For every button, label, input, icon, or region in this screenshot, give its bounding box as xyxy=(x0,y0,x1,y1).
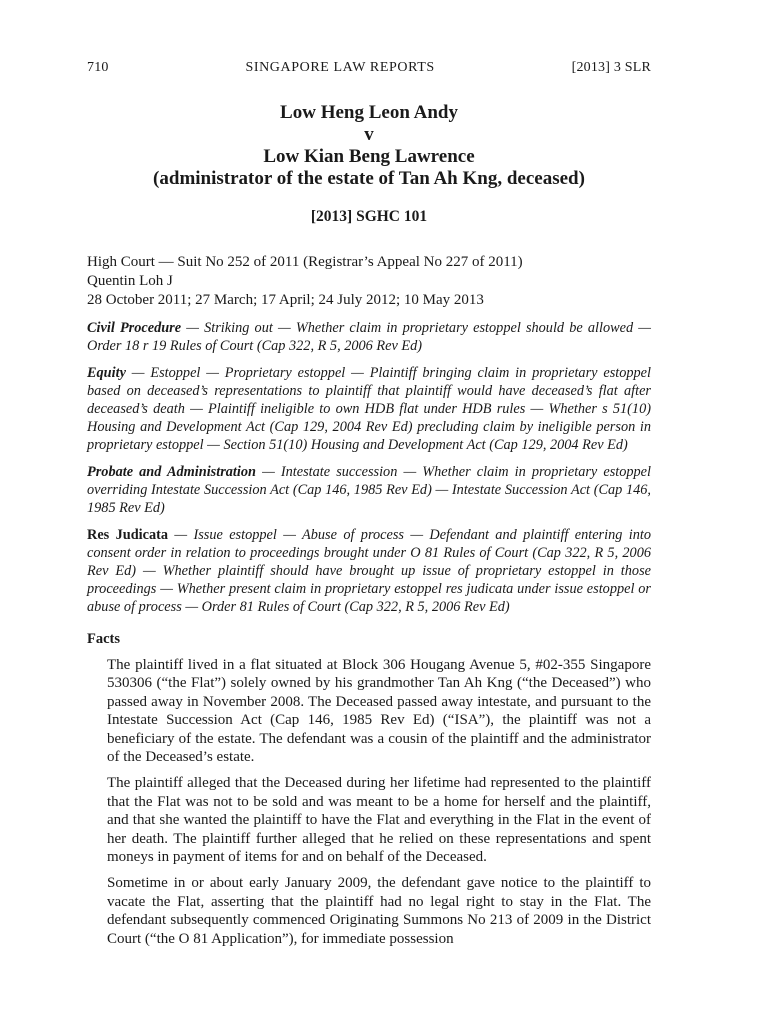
defendant-name: Low Kian Beng Lawrence xyxy=(263,146,475,167)
catchword-res-judicata xyxy=(87,526,651,616)
catchword-topic: Civil Procedure xyxy=(87,320,182,336)
catchword-civil-procedure xyxy=(87,319,651,355)
catchword-topic: Probate and Administration xyxy=(87,464,256,480)
judge: Quentin Loh J xyxy=(87,273,173,289)
running-head xyxy=(87,0,651,76)
volume-citation: [2013] 3 SLR xyxy=(571,60,651,75)
court-info xyxy=(87,253,651,310)
catchword-text: — Estoppel — Proprietary estoppel — Plaintiff bringing claim in proprietary estoppel based on deceased’s representations to plaintiff that plaintiff would have deceased’s flat after deceased’s death — Plaintiff ineligible to own HDB flat under HDB rules — Whether s 51(10) Housing and Development Act (Cap 129, 2004 Rev Ed) precluding claim by ineligible person in proprietary estoppel — Section 51(10) Housing and Development Act (Cap 129, 2004 Rev Ed) xyxy=(87,365,651,453)
catchword-topic: Res Judicata xyxy=(87,527,169,543)
catchword-equity xyxy=(87,364,651,454)
neutral-citation: [2013] SGHC 101 xyxy=(310,208,428,225)
catchword-text: — Issue estoppel — Abuse of process — Defendant and plaintiff entering into consent order in relation to proceedings brought under O 81 Rules of Court (Cap 322, R 5, 2006 Rev Ed) — Whether plaintiff should have brought up issue of proprietary estoppel in those proceedings — Whether present claim in proprietary estoppel res judicata under issue estoppel or abuse of process — Order 81 Rules of Court (Cap 322, R 5, 2006 Rev Ed) xyxy=(87,527,651,615)
case-title xyxy=(87,102,651,190)
plaintiff-name: Low Heng Leon Andy xyxy=(280,102,458,123)
journal-name: SINGAPORE LAW REPORTS xyxy=(245,60,435,75)
facts-paragraph: Sometime in or about early January 2009, the defendant gave notice to the plaintiff to vacate the Flat, asserting that the plaintiff had no legal right to stay in the Flat. The defendant subsequently commenced Originating Summons No 213 of 2009 in the District Court (“the O 81 Application”), for immediate possession xyxy=(107,875,651,947)
facts-paragraph: The plaintiff lived in a flat situated at Block 306 Hougang Avenue 5, #02-355 Singapore 530306 (“the Flat”) solely owned by his grandmother Tan Ah Kng (“the Deceased”) who passed away in November 2008. The Deceased passed away intestate, and pursuant to the Intestate Succession Act (Cap 146, 1985 Rev Ed) (“ISA”), the plaintiff was not a beneficiary of the estate. The defendant was a cousin of the plaintiff and the administrator of the Deceased’s estate. xyxy=(107,657,651,766)
catchword-topic: Equity xyxy=(87,365,126,381)
page-number: 710 xyxy=(87,60,109,75)
catchword-probate xyxy=(87,463,651,517)
catchword-text: — Intestate succession — Whether claim in proprietary estoppel overriding Intestate Succession Act (Cap 146, 1985 Rev Ed) — Intestate Succession Act (Cap 146, 1985 Rev Ed) xyxy=(87,464,651,516)
hearing-dates: 28 October 2011; 27 March; 17 April; 24 July 2012; 10 May 2013 xyxy=(87,292,484,308)
catchword-text: — Striking out — Whether claim in proprietary estoppel should be allowed — Order 18 r 19 Rules of Court (Cap 322, R 5, 2006 Rev Ed) xyxy=(87,320,651,354)
court-suit: High Court — Suit No 252 of 2011 (Registrar’s Appeal No 227 of 2011) xyxy=(87,254,523,270)
facts-paragraph: The plaintiff alleged that the Deceased during her lifetime had represented to the plaintiff that the Flat was not to be sold and was meant to be a home for herself and the plaintiff, and that she wanted the plaintiff to have the Flat and everything in the Flat in the event of her death. The plaintiff further alleged that he relied on these representations and spent moneys in payment of items for and on behalf of the Deceased. xyxy=(107,775,651,866)
versus: v xyxy=(364,124,374,145)
facts-heading: Facts xyxy=(87,631,121,647)
defendant-capacity: (administrator of the estate of Tan Ah Kng, deceased) xyxy=(153,168,585,189)
